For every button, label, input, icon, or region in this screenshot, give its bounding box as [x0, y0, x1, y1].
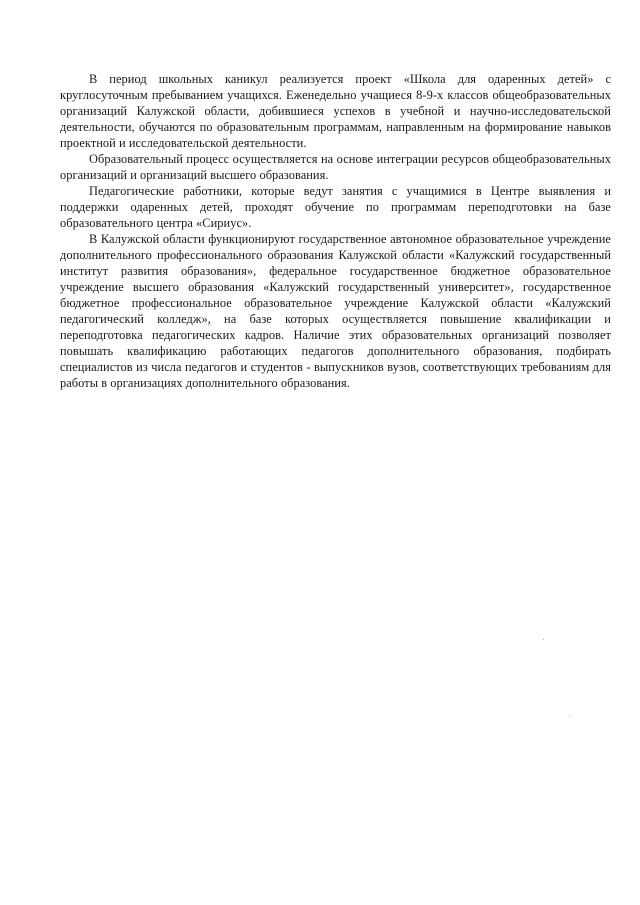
paragraph-teacher-training: Педагогические работники, которые ведут занятия с учащимися в Центре выявления и поддержки одаренных детей, проходят обучение по программам переподготовки на базе образовательного центра «Сириус». — [60, 184, 611, 230]
paragraph-educational-process: Образовательный процесс осуществляется на основе интеграции ресурсов общеобразовательных организаций и организаций высшего образования. — [60, 152, 611, 182]
scan-speck — [569, 716, 570, 717]
paragraph-kaluga-institutions: В Калужской области функционируют государственное автономное образовательное учреждение дополнительного профессионального образования Калужской области «Калужский государственный институт развития образования», федеральное государственное бюджетное образовательное учреждение высшего образования «Калужский государственный университет», государственное бюджетное профессиональное образовательное учреждение Калужской области «Калужский педагогический колледж», на базе которых осуществляется повышение квалификации и переподготовка педагогических кадров. Наличие этих образовательных организаций позволяет повышать квалификацию работающих педагогов дополнительного образования, подбирать специалистов из числа педагогов и студентов - выпускников вузов, соответствующих требованиям для работы в организациях дополнительного образования. — [60, 232, 611, 390]
scan-speck — [543, 639, 544, 640]
paragraph-school-for-gifted: В период школьных каникул реализуется проект «Школа для одаренных детей» с круглосуточным пребыванием учащихся. Еженедельно учащиеся 8-9-х классов общеобразовательных организаций Калужской области, добившиеся успехов в учебной и научно-исследовательской деятельности, обучаются по образовательным программам, направленным на формирование навыков проектной и исследовательской деятельности. — [60, 72, 611, 150]
document-body — [60, 71, 611, 391]
